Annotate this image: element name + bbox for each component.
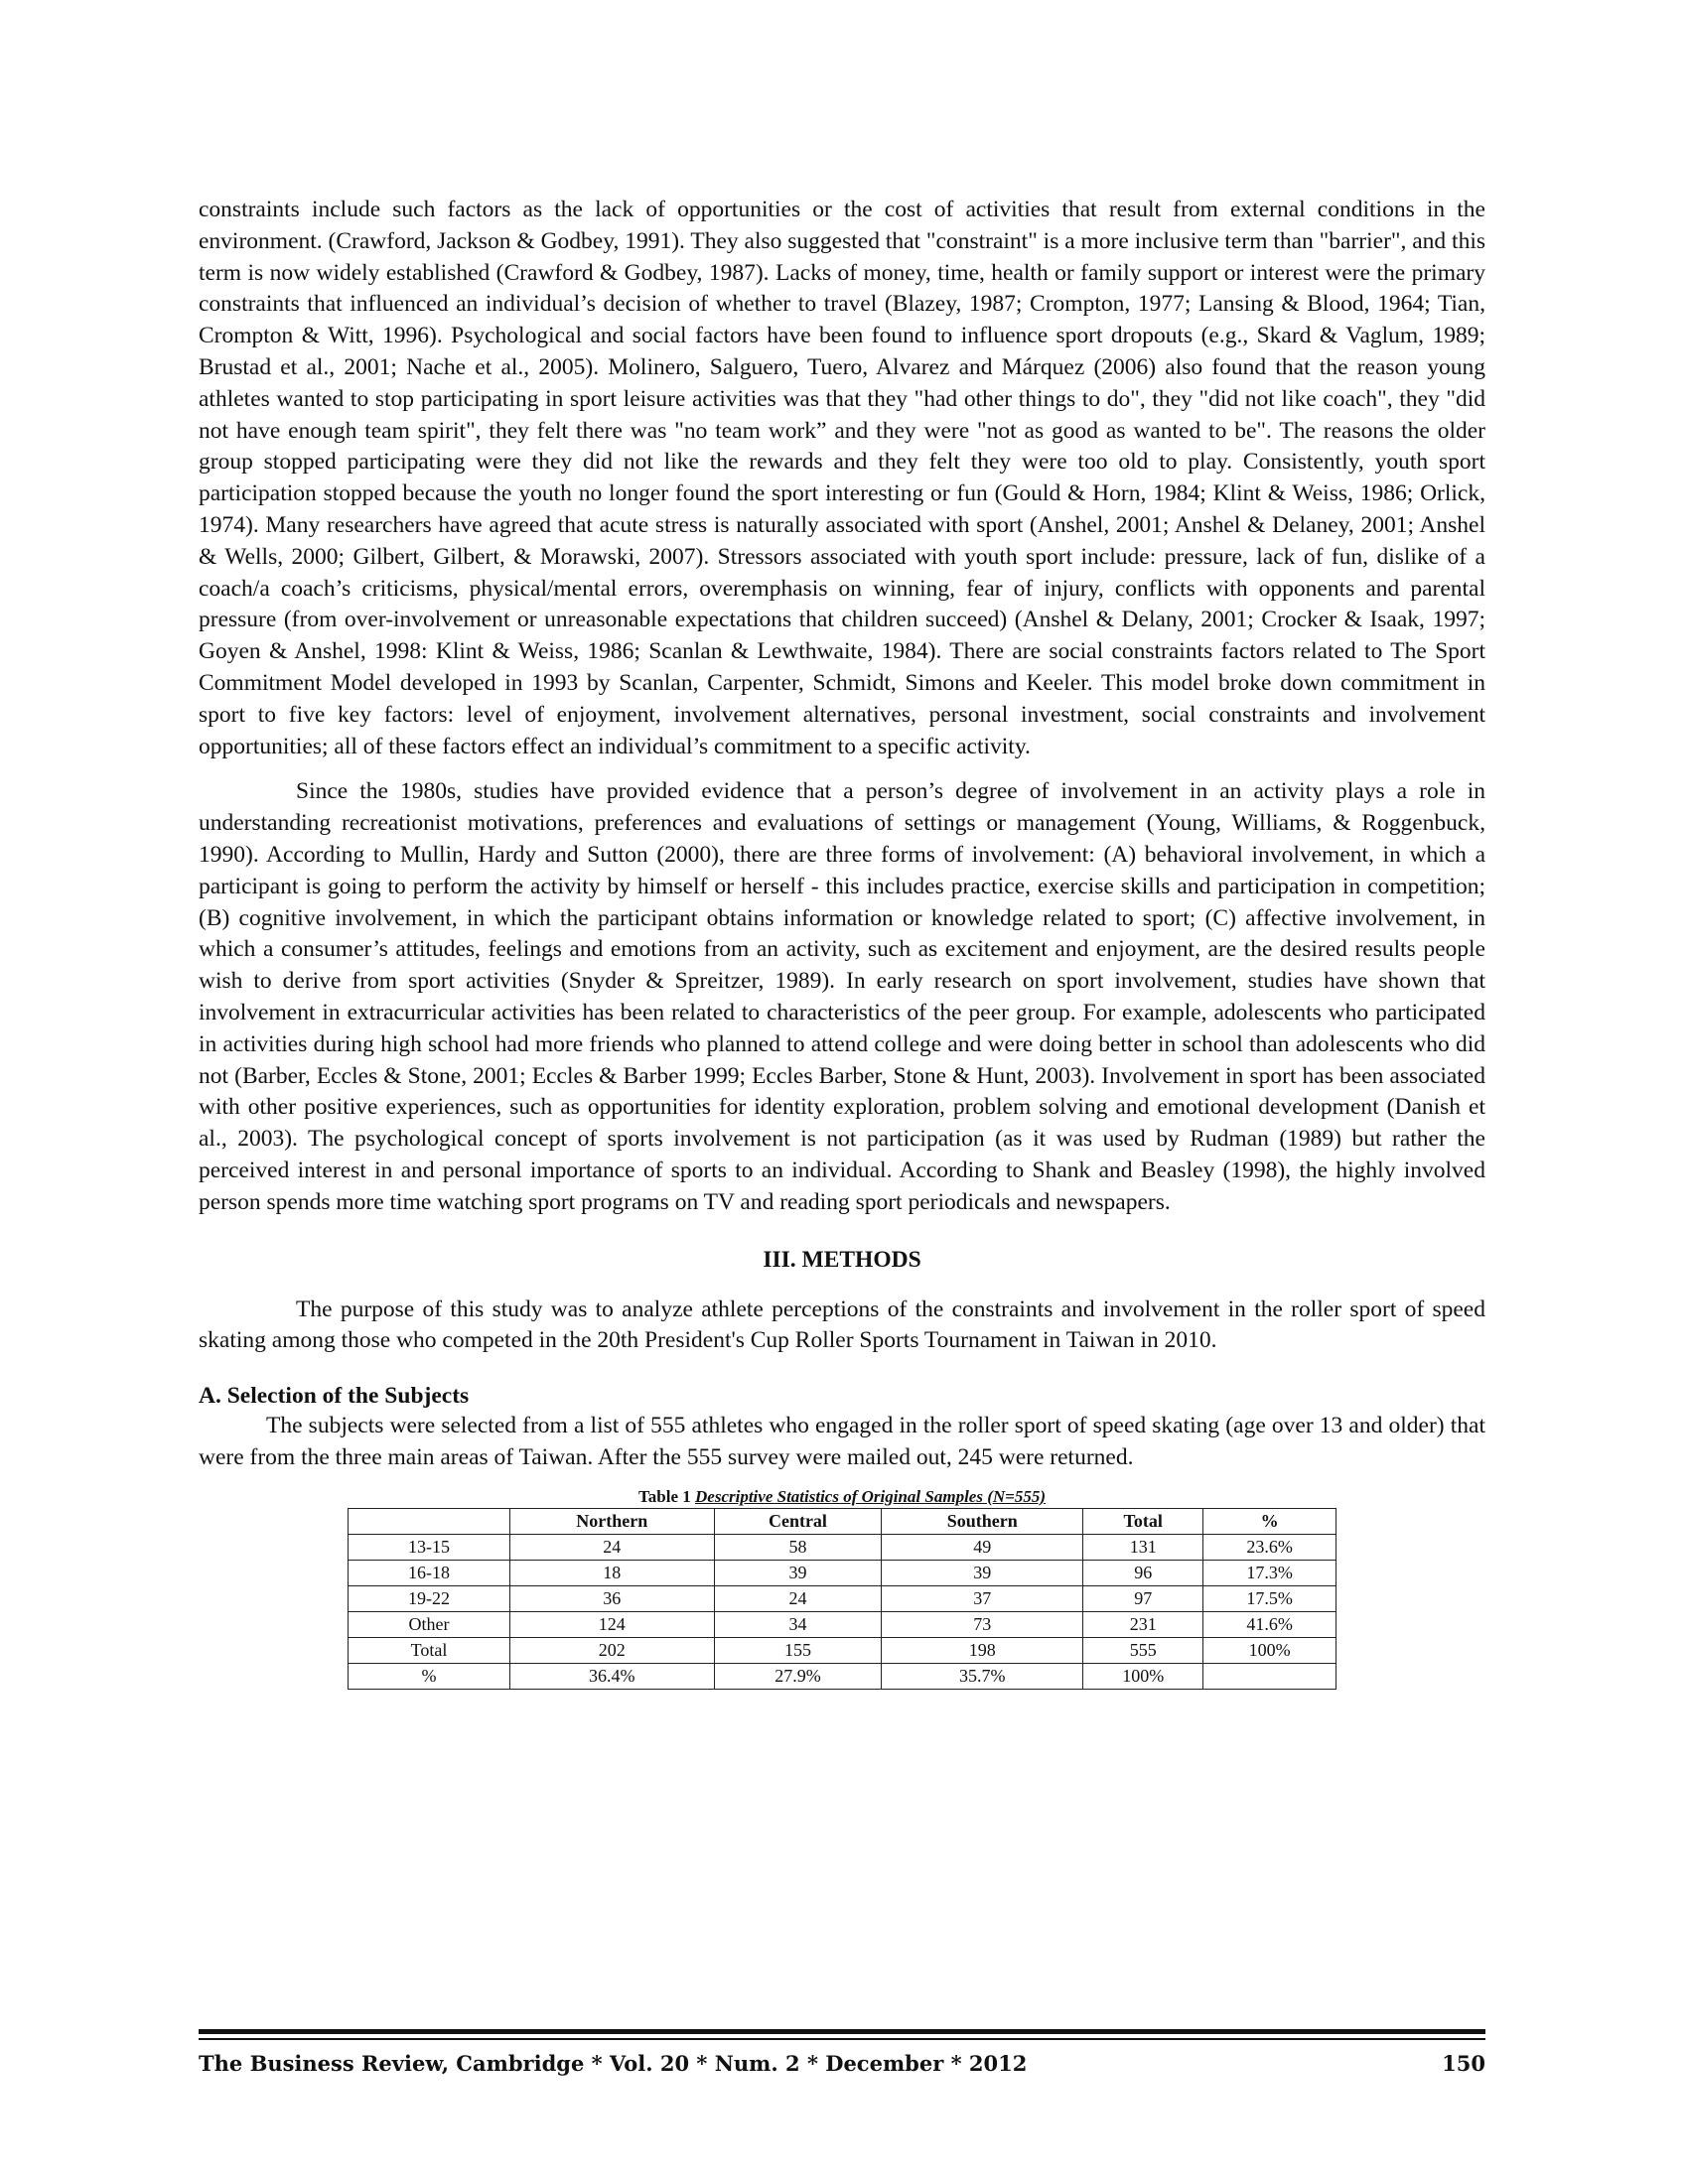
section-heading-methods: III. METHODS [763, 1246, 921, 1273]
page-number: 150 [1442, 2051, 1485, 2076]
table-row [349, 1560, 1336, 1585]
table-row [349, 1534, 1336, 1560]
table-cell: 19-22 [349, 1585, 510, 1611]
table-cell: 36.4% [510, 1663, 715, 1689]
table-cell: 555 [1083, 1637, 1203, 1663]
table-cell: 202 [510, 1637, 715, 1663]
table-cell: 58 [714, 1534, 882, 1560]
table-cell: 17.5% [1203, 1585, 1336, 1611]
table-header-cell: Total [1083, 1508, 1203, 1534]
footer-rule [199, 2029, 1485, 2034]
table-row [349, 1611, 1336, 1637]
table-cell [1203, 1663, 1336, 1689]
table-cell: 13-15 [349, 1534, 510, 1560]
table-header-cell [349, 1508, 510, 1534]
descriptive-statistics-table [348, 1508, 1336, 1690]
table-row [349, 1637, 1336, 1663]
table-caption-prefix: Table 1 [638, 1486, 696, 1506]
table-caption-title: Descriptive Statistics of Original Samples (N=555) [695, 1486, 1046, 1506]
table-header-cell: % [1203, 1508, 1336, 1534]
body-paragraph-3: The purpose of this study was to analyze athlete perceptions of the constraints and involvement in the roller sport of speed skating among those who competed in the 20th President's Cup Roller Sports Tournament in Taiwan in 2010. [199, 1296, 1485, 1354]
page-content [199, 195, 1485, 1690]
table-cell: 34 [714, 1611, 882, 1637]
table-cell: 16-18 [349, 1560, 510, 1585]
table-row [349, 1585, 1336, 1611]
table-cell: 155 [714, 1637, 882, 1663]
table-cell: 49 [882, 1534, 1083, 1560]
table-cell: 27.9% [714, 1663, 882, 1689]
table-cell: 198 [882, 1637, 1083, 1663]
table-header-cell: Central [714, 1508, 882, 1534]
table-header-cell: Southern [882, 1508, 1083, 1534]
table-cell: 96 [1083, 1560, 1203, 1585]
table-cell: 100% [1083, 1663, 1203, 1689]
body-paragraph-2: Since the 1980s, studies have provided evidence that a person’s degree of involvement in an activity plays a role in understanding recreationist motivations, preferences and evaluations of settings or management (Young, Williams, & Roggenbuck, 1990). According to Mullin, Hardy and Sutton (2000), there are three forms of involvement: (A) behavioral involvement, in which a participant is going to perform the activity by himself or herself - this includes practice, exercise skills and participation in competition; (B) cognitive involvement, in which the participant obtains information or knowledge related to sport; (C) affective involvement, in which a consumer’s attitudes, feelings and emotions from an activity, such as excitement and enjoyment, are the desired results people wish to derive from sport activities (Snyder & Spreitzer, 1989). In early research on sport involvement, studies have shown that involvement in extracurricular activities has been related to characteristics of the peer group. For example, adolescents who participated in activities during high school had more friends who planned to attend college and were doing better in school than adolescents who did not (Barber, Eccles & Stone, 2001; Eccles & Barber 1999; Eccles Barber, Stone & Hunt, 2003). Involvement in sport has been associated with other positive experiences, such as opportunities for identity exploration, problem solving and emotional development (Danish et al., 2003). The psychological concept of sports involvement is not participation (as it was used by Rudman (1989) but rather the perceived interest in and personal importance of sports to an individual. According to Shank and Beasley (1998), the highly involved person spends more time watching sport programs on TV and reading sport periodicals and newspapers. [199, 778, 1485, 1215]
table-cell: 24 [510, 1534, 715, 1560]
table-cell: 124 [510, 1611, 715, 1637]
body-paragraph-1: constraints include such factors as the lack of opportunities or the cost of activities that result from external conditions in the environment. (Crawford, Jackson & Godbey, 1991). They also suggested that "constraint" is a more inclusive term than "barrier", and this term is now widely established (Crawford & Godbey, 1987). Lacks of money, time, health or family support or interest were the primary constraints that influenced an individual’s decision of whether to travel (Blazey, 1987; Crompton, 1977; Lansing & Blood, 1964; Tian, Crompton & Witt, 1996). Psychological and social factors have been found to influence sport dropouts (e.g., Skard & Vaglum, 1989; Brustad et al., 2001; Nache et al., 2005). Molinero, Salguero, Tuero, Alvarez and Márquez (2006) also found that the reason young athletes wanted to stop participating in sport leisure activities was that they "had other things to do", they "did not like coach", they "did not have enough team spirit", they felt there was "no team work” and they were "not as good as wanted to be". The reasons the older group stopped participating were they did not like the rewards and they felt they were too old to play. Consistently, youth sport participation stopped because the youth no longer found the sport interesting or fun (Gould & Horn, 1984; Klint & Weiss, 1986; Orlick, 1974). Many researchers have agreed that acute stress is naturally associated with sport (Anshel, 2001; Anshel & Delaney, 2001; Anshel & Wells, 2000; Gilbert, Gilbert, & Morawski, 2007). Stressors associated with youth sport include: pressure, lack of fun, dislike of a coach/a coach’s criticisms, physical/mental errors, overemphasis on winning, fear of injury, conflicts with opponents and parental pressure (from over-involvement or unreasonable expectations that children succeed) (Anshel & Delany, 2001; Crocker & Isaak, 1997; Goyen & Anshel, 1998: Klint & Weiss, 1986; Scanlan & Lewthwaite, 1984). There are social constraints factors related to The Sport Commitment Model developed in 1993 by Scanlan, Carpenter, Schmidt, Simons and Keeler. This model broke down commitment in sport to five key factors: level of enjoyment, involvement alternatives, personal investment, social constraints and involvement opportunities; all of these factors effect an individual’s commitment to a specific activity. [199, 197, 1485, 759]
footer-journal-citation: The Business Review, Cambridge * Vol. 20 * Num. 2 * December * 2012 [199, 2051, 1028, 2076]
table-cell: 39 [714, 1560, 882, 1585]
table-cell: 23.6% [1203, 1534, 1336, 1560]
table-cell: 17.3% [1203, 1560, 1336, 1585]
body-paragraph-4: The subjects were selected from a list of 555 athletes who engaged in the roller sport of speed skating (age over 13 and older) that were from the three main areas of Taiwan. After the 555 survey were mailed out, 245 were returned. [199, 1413, 1485, 1470]
table-cell: 24 [714, 1585, 882, 1611]
page-footer [199, 2051, 1485, 2081]
table-cell: 18 [510, 1560, 715, 1585]
table-cell: 97 [1083, 1585, 1203, 1611]
table-cell: 73 [882, 1611, 1083, 1637]
table-header-row [349, 1508, 1336, 1534]
table-cell: 37 [882, 1585, 1083, 1611]
table-cell: Other [349, 1611, 510, 1637]
table-cell: 35.7% [882, 1663, 1083, 1689]
table-row [349, 1663, 1336, 1689]
table-cell: % [349, 1663, 510, 1689]
table-cell: 36 [510, 1585, 715, 1611]
table-cell: Total [349, 1637, 510, 1663]
table-cell: 39 [882, 1560, 1083, 1585]
footer-rule-thin [199, 2038, 1485, 2040]
table-cell: 131 [1083, 1534, 1203, 1560]
table-caption [199, 1486, 1485, 1508]
subsection-heading: A. Selection of the Subjects [199, 1383, 470, 1410]
table-cell: 231 [1083, 1611, 1203, 1637]
table-header-cell: Northern [510, 1508, 715, 1534]
table-cell: 41.6% [1203, 1611, 1336, 1637]
table-cell: 100% [1203, 1637, 1336, 1663]
